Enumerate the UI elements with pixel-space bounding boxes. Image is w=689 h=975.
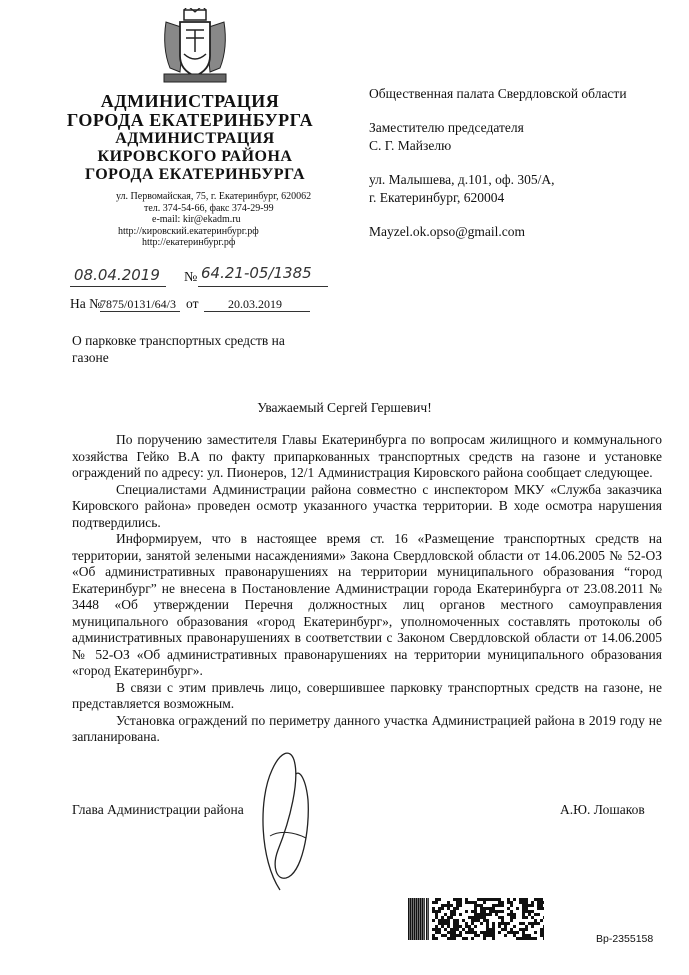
signatory-name: А.Ю. Лошаков	[560, 802, 645, 817]
recipient-position: Заместителю председателя	[369, 120, 524, 135]
body-paragraph: В связи с этим привлечь лицо, совершившее парковку транспортных средств на газоне, не представляется возможным.	[72, 679, 662, 711]
sender-site1: http://кировский.екатеринбург.рф	[118, 225, 259, 237]
recipient-address1: ул. Малышева, д.101, оф. 305/А,	[369, 172, 555, 187]
body-paragraph: По поручению заместителя Главы Екатеринбурга по вопросам жилищного и коммунального хозяйства Гейко В.А по факту припаркованных транспортных средств на газоне и установке ограждений по адресу: ул. Пионеров, 12/1 Администрация Кировского района сообщает следующее.	[72, 432, 662, 480]
handwritten-signature	[250, 740, 340, 900]
reference-prefix: На №	[70, 296, 102, 311]
document-barcode	[408, 898, 544, 940]
recipient-name: С. Г. Майзелю	[369, 138, 452, 153]
signatory-position: Глава Администрации района	[72, 802, 244, 817]
letter-body	[72, 432, 662, 746]
reference-number: 7875/0131/64/3	[100, 297, 177, 311]
sender-email: e-mail: kir@ekadm.ru	[152, 214, 241, 225]
reference-date: 20.03.2019	[228, 297, 282, 311]
sender-dept-line3: ГОРОДА ЕКАТЕРИНБУРГА	[84, 166, 306, 183]
sender-dept-line2: КИРОВСКОГО РАЙОНА	[97, 148, 293, 165]
document-id: Вр-2355158	[596, 933, 654, 945]
recipient-email: Mayzel.ok.opso@gmail.com	[369, 224, 526, 239]
sender-contacts	[96, 191, 326, 249]
registration-line	[70, 264, 330, 294]
body-paragraph: Информируем, что в настоящее время ст. 16 «Размещение транспортных средств на территории, занятой зелеными насаждениями» Закона Свердловской области от 14.06.2005 № 52-ОЗ «Об административных правонарушениях на территории муниципального образования “город Екатеринбург” не внесена в Постановление Администрации города Екатеринбурга от 23.08.2011 № 3448 «Об утверждении Перечня должностных лиц органов местного самоуправления муниципального образования «город Екатеринбург», уполномоченных составлять протоколы об административных правонарушениях в соответствии с Законом Свердловской области от 14.06.2005 № 52-ОЗ «Об административных правонарушениях на территории муниципального образования «город Екатеринбург».	[72, 531, 662, 678]
registration-date: 08.04.2019	[74, 266, 160, 284]
sender-phone: тел. 374-54-66, факс 374-29-99	[144, 202, 274, 214]
recipient-org: Общественная палата Свердловской области	[369, 86, 627, 101]
sender-dept-line1: АДМИНИСТРАЦИЯ	[115, 130, 275, 147]
recipient-block	[369, 85, 669, 241]
recipient-address2: г. Екатеринбург, 620004	[369, 190, 505, 205]
salutation: Уважаемый Сергей Гершевич!	[257, 400, 432, 415]
registration-number: 64.21-05/1385	[201, 264, 312, 282]
body-paragraph: Установка ограждений по периметру данного участка Администрацией района в 2019 году не запланирована.	[72, 712, 662, 744]
letter-subject: О парковке транспортных средств на газоне	[72, 333, 285, 365]
sender-department	[70, 130, 320, 184]
sender-org-line1: АДМИНИСТРАЦИЯ	[100, 91, 280, 111]
sender-org-line2: ГОРОДА ЕКАТЕРИНБУРГА	[66, 110, 314, 130]
sender-site2: http://екатеринбург.рф	[142, 237, 236, 248]
city-coat-of-arms-icon	[156, 8, 234, 86]
sender-organization	[60, 92, 320, 130]
sender-address: ул. Первомайская, 75, г. Екатеринбург, 620062	[116, 191, 312, 202]
reference-from: от	[186, 296, 199, 311]
body-paragraph: Специалистами Администрации района совместно с инспектором МКУ «Служба заказчика Кировского района» проведен осмотр указанного участка территории. В ходе осмотра нарушения подтвердились.	[72, 481, 662, 530]
registration-number-sign: №	[184, 270, 198, 285]
reference-line	[70, 294, 340, 316]
